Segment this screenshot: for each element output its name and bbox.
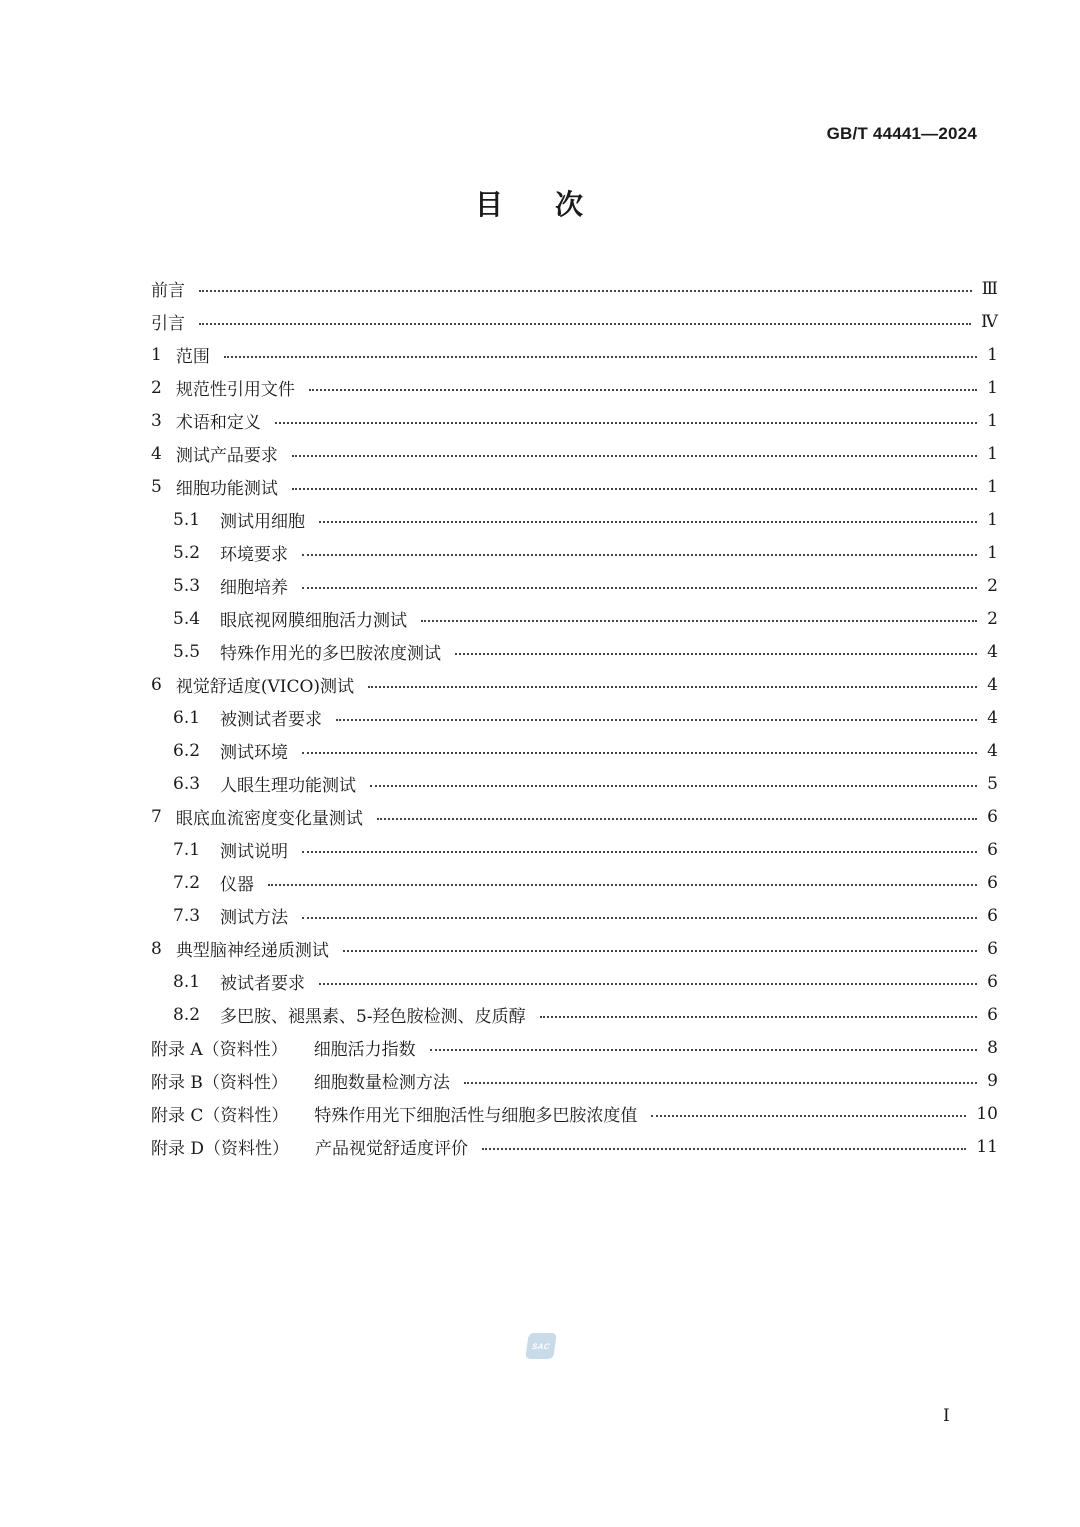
toc-entry-6-3[interactable]	[151, 767, 998, 800]
toc-entry-number: 5.3	[173, 575, 201, 596]
toc-entry-title: 测试说明	[220, 842, 289, 862]
toc-entry-title: 特殊作用光下细胞活性与细胞多巴胺浓度值	[314, 1106, 638, 1126]
toc-entry-7[interactable]	[151, 800, 998, 833]
toc-entry-appendix-c[interactable]	[151, 1097, 998, 1130]
dot-leader	[302, 843, 977, 853]
toc-entry-title: 规范性引用文件	[175, 380, 295, 400]
toc-entry-2[interactable]	[151, 371, 998, 404]
toc-entry-number: 7.1	[173, 839, 201, 860]
dot-leader	[292, 480, 977, 490]
toc-entry-page: 1	[987, 542, 998, 563]
toc-entry-page: 4	[987, 674, 998, 695]
toc-entry-number: 7.3	[173, 905, 201, 926]
toc-entry-page: 11	[976, 1136, 998, 1157]
toc-entry-page: Ⅲ	[981, 278, 998, 299]
toc-entry-title: 眼底血流密度变化量测试	[175, 809, 363, 829]
dot-leader	[302, 909, 977, 919]
toc-entry-5-5[interactable]	[151, 635, 998, 668]
toc-entry-6-2[interactable]	[151, 734, 998, 767]
toc-entry-title: 术语和定义	[175, 413, 261, 433]
toc-entry-page: 6	[987, 872, 998, 893]
toc-entry-page: 1	[987, 344, 998, 365]
toc-entry-8-2[interactable]	[151, 998, 998, 1031]
toc-entry-5-1[interactable]	[151, 503, 998, 536]
toc-entry-appendix-b[interactable]	[151, 1064, 998, 1097]
toc-entry-number: 8.2	[173, 1004, 201, 1025]
toc-entry-title: 产品视觉舒适度评价	[315, 1139, 469, 1159]
toc-entry-number: 3	[151, 410, 162, 431]
toc-entry-page: 10	[976, 1103, 998, 1124]
toc-entry-page: 6	[987, 905, 998, 926]
toc-entry-5-3[interactable]	[151, 569, 998, 602]
toc-entry-title: 被试者要求	[220, 974, 306, 994]
dot-leader	[319, 513, 977, 523]
toc-entry-appendix-d[interactable]	[151, 1130, 998, 1163]
sac-logo	[525, 1333, 557, 1359]
toc-entry-page: 6	[987, 938, 998, 959]
page-number: I	[943, 1406, 950, 1426]
toc-entry-page: 8	[987, 1037, 998, 1058]
toc-entry-title: 测试用细胞	[220, 512, 306, 532]
page-title: 目次	[474, 188, 635, 221]
toc-entry-6[interactable]	[151, 668, 998, 701]
toc-entry-5-4[interactable]	[151, 602, 998, 635]
toc-entry-title: 环境要求	[220, 545, 289, 565]
table-of-contents	[151, 272, 998, 1163]
toc-entry-page: 5	[987, 773, 998, 794]
toc-entry-number: 5.4	[173, 608, 201, 629]
toc-entry-8[interactable]	[151, 932, 998, 965]
toc-entry-7-3[interactable]	[151, 899, 998, 932]
toc-entry-number: 6	[151, 674, 162, 695]
toc-entry-page: Ⅳ	[981, 311, 998, 332]
toc-entry-page: 6	[987, 806, 998, 827]
toc-entry-appendix-a[interactable]	[151, 1031, 998, 1064]
toc-entry-number: 附录 B（资料性）	[151, 1073, 288, 1093]
toc-entry-title: 仪器	[220, 875, 255, 895]
dot-leader	[455, 645, 977, 655]
dot-leader	[199, 315, 971, 325]
dot-leader	[368, 678, 977, 688]
dot-leader	[224, 348, 977, 358]
toc-entry-number: 5.2	[173, 542, 201, 563]
toc-entry-number: 附录 D（资料性）	[151, 1139, 290, 1159]
dot-leader	[319, 975, 977, 985]
toc-entry-7-1[interactable]	[151, 833, 998, 866]
toc-entry-title: 范围	[175, 347, 210, 367]
toc-entry-number: 6.1	[173, 707, 201, 728]
dot-leader	[302, 579, 977, 589]
toc-entry-8-1[interactable]	[151, 965, 998, 998]
toc-entry-page: 2	[987, 575, 998, 596]
dot-leader	[275, 414, 977, 424]
toc-entry-4[interactable]	[151, 437, 998, 470]
toc-entry-6-1[interactable]	[151, 701, 998, 734]
toc-entry-title: 人眼生理功能测试	[220, 776, 357, 796]
toc-entry-page: 2	[987, 608, 998, 629]
dot-leader	[343, 942, 977, 952]
toc-entry-page: 6	[987, 971, 998, 992]
dot-leader	[370, 777, 977, 787]
toc-entry-page: 4	[987, 707, 998, 728]
toc-entry-title: 特殊作用光的多巴胺浓度测试	[220, 644, 442, 664]
dot-leader	[268, 876, 977, 886]
dot-leader	[482, 1140, 966, 1150]
toc-entry-number: 5	[151, 476, 162, 497]
dot-leader	[540, 1008, 978, 1018]
toc-entry-number: 4	[151, 443, 162, 464]
toc-entry-title: 测试方法	[220, 908, 289, 928]
toc-entry-title: 眼底视网膜细胞活力测试	[220, 611, 408, 631]
toc-entry-number: 1	[151, 344, 162, 365]
toc-entry-number: 附录 A（资料性）	[151, 1040, 288, 1060]
toc-entry-title: 细胞培养	[220, 578, 289, 598]
toc-entry-title: 典型脑神经递质测试	[175, 941, 329, 961]
toc-entry-page: 1	[987, 377, 998, 398]
toc-entry-number: 8	[151, 938, 162, 959]
toc-entry-foreword[interactable]	[151, 272, 998, 305]
dot-leader	[302, 546, 977, 556]
toc-entry-page: 4	[987, 641, 998, 662]
toc-entry-page: 1	[987, 443, 998, 464]
toc-entry-title: 细胞数量检测方法	[313, 1073, 450, 1093]
dot-leader	[336, 711, 977, 721]
toc-entry-page: 9	[987, 1070, 998, 1091]
dot-leader	[651, 1107, 966, 1117]
dot-leader	[377, 810, 977, 820]
toc-entry-title: 多巴胺、褪黑素、5-羟色胺检测、皮质醇	[220, 1007, 526, 1027]
toc-entry-3[interactable]	[151, 404, 998, 437]
dot-leader	[421, 612, 977, 622]
toc-entry-7-2[interactable]	[151, 866, 998, 899]
toc-entry-number: 5.5	[173, 641, 201, 662]
toc-entry-number: 8.1	[173, 971, 201, 992]
dot-leader	[464, 1074, 977, 1084]
dot-leader	[292, 447, 977, 457]
toc-entry-page: 6	[987, 839, 998, 860]
toc-entry-page: 1	[987, 476, 998, 497]
toc-entry-5-2[interactable]	[151, 536, 998, 569]
toc-entry-title: 引言	[151, 314, 185, 334]
toc-entry-number: 6.3	[173, 773, 201, 794]
toc-entry-title: 细胞功能测试	[175, 479, 278, 499]
toc-entry-title: 前言	[151, 281, 185, 301]
toc-entry-title: 测试环境	[220, 743, 289, 763]
toc-entry-number: 2	[151, 377, 162, 398]
toc-entry-number: 附录 C（资料性）	[151, 1106, 289, 1126]
sac-logo-text: SAC	[531, 1341, 551, 1351]
dot-leader	[309, 381, 977, 391]
toc-entry-number: 6.2	[173, 740, 201, 761]
toc-entry-number: 7.2	[173, 872, 201, 893]
toc-entry-page: 6	[987, 1004, 998, 1025]
standard-code: GB/T 44441—2024	[826, 124, 977, 143]
toc-entry-page: 4	[987, 740, 998, 761]
toc-entry-title: 细胞活力指数	[313, 1040, 416, 1060]
dot-leader	[199, 282, 972, 292]
toc-entry-number: 5.1	[173, 509, 201, 530]
toc-entry-number: 7	[151, 806, 162, 827]
toc-entry-page: 1	[987, 509, 998, 530]
toc-entry-title: 被测试者要求	[220, 710, 323, 730]
dot-leader	[430, 1041, 977, 1051]
toc-entry-introduction[interactable]	[151, 305, 998, 338]
toc-entry-title: 视觉舒适度(VICO)测试	[175, 677, 355, 697]
toc-entry-title: 测试产品要求	[175, 446, 278, 466]
toc-entry-page: 1	[987, 410, 998, 431]
toc-entry-1[interactable]	[151, 338, 998, 371]
toc-entry-5[interactable]	[151, 470, 998, 503]
dot-leader	[302, 744, 977, 754]
